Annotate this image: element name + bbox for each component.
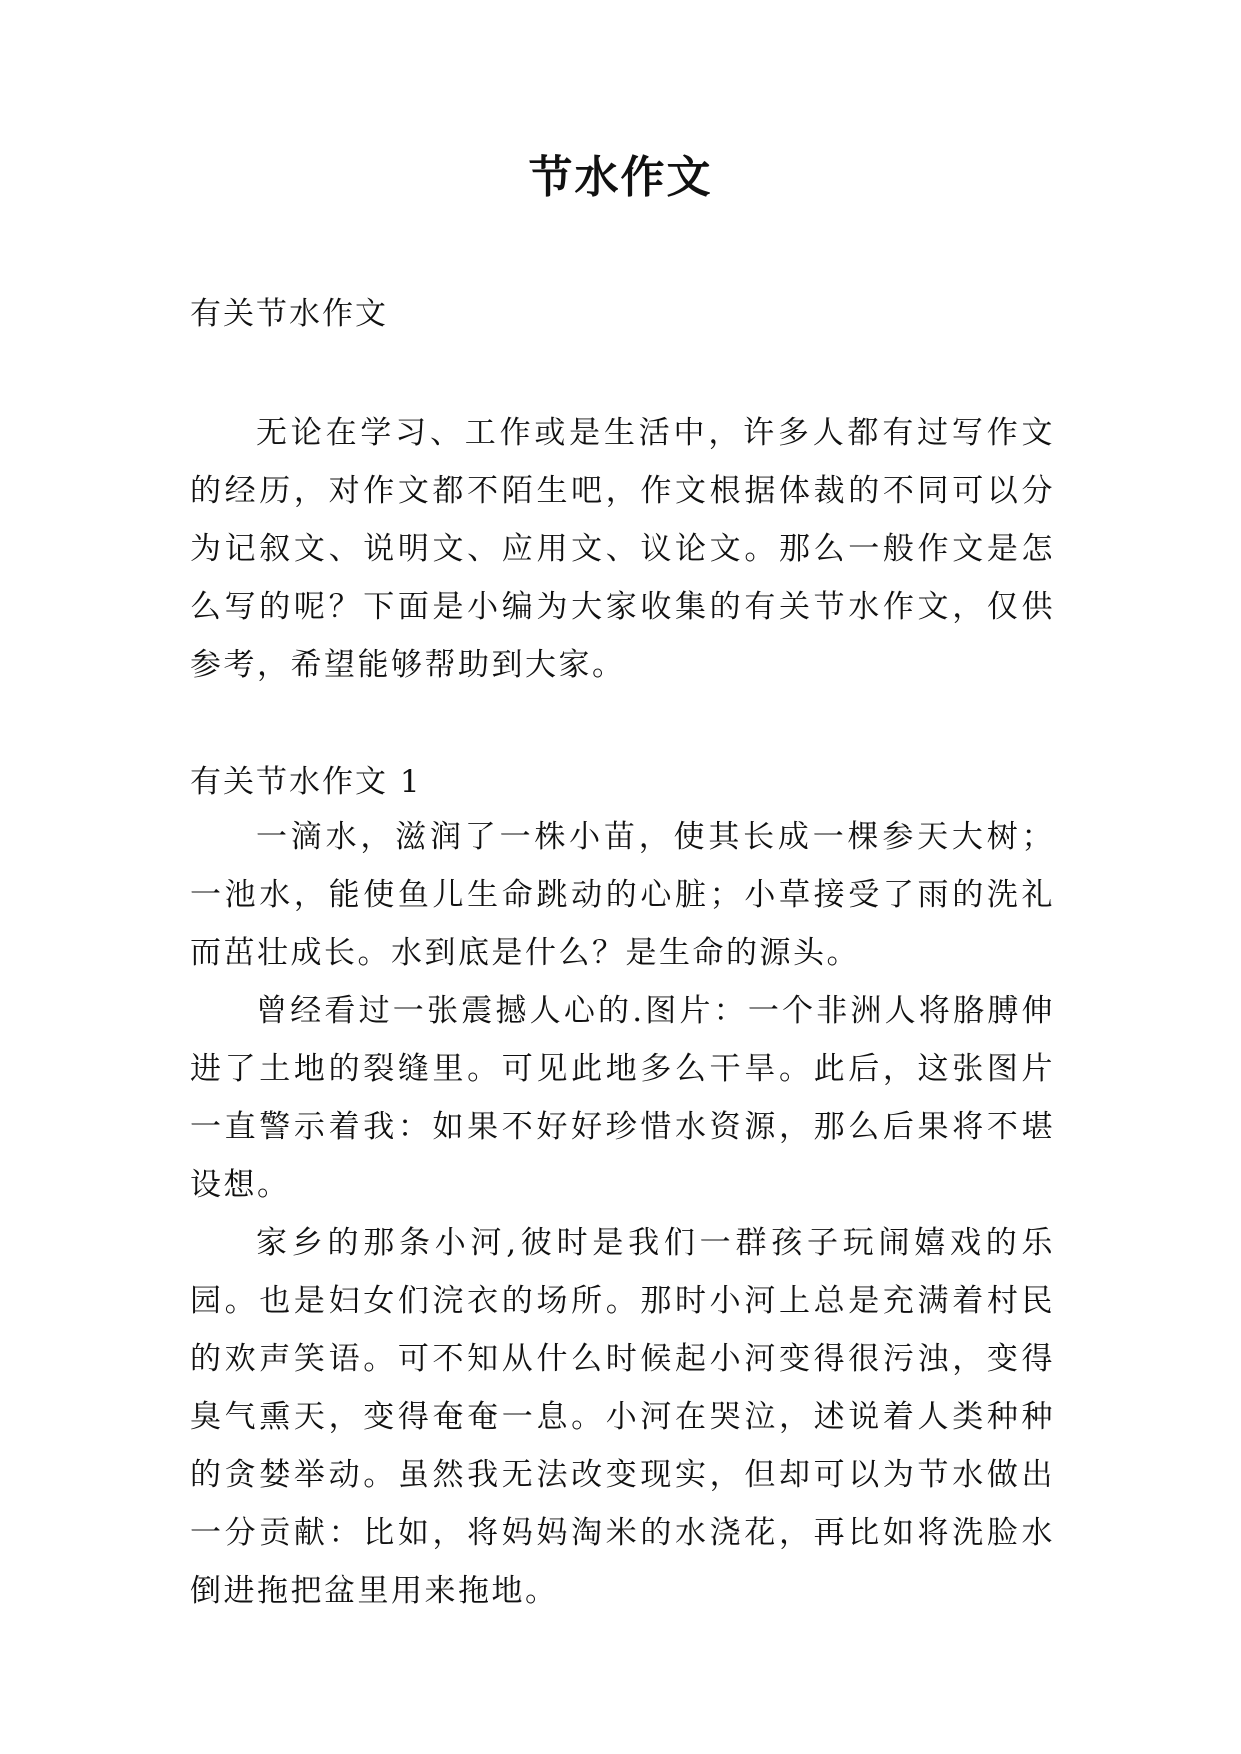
intro-paragraph: 无论在学习、工作或是生活中，许多人都有过写作文的经历，对作文都不陌生吧，作文根据体裁的不同可以分为记叙文、说明文、应用文、议论文。那么一般作文是怎么写的呢？下面是小编为大家收集的有关节水作文，仅供参考，希望能够帮助到大家。 [190, 415, 1055, 683]
body-paragraph-1: 一滴水，滋润了一株小苗，使其长成一棵参天大树；一池水，能使鱼儿生命跳动的心脏；小草接受了雨的洗礼而茁壮成长。水到底是什么？是生命的源头。 [190, 819, 1055, 971]
body-paragraph-2: 曾经看过一张震撼人心的.图片：一个非洲人将胳膊伸进了土地的裂缝里。可见此地多么干旱。此后，这张图片一直警示着我：如果不好好珍惜水资源，那么后果将不堪设想。 [190, 993, 1055, 1203]
body-paragraph-3: 家乡的那条小河,彼时是我们一群孩子玩闹嬉戏的乐园。也是妇女们浣衣的场所。那时小河上总是充满着村民的欢声笑语。可不知从什么时候起小河变得很污浊，变得臭气熏天，变得奄奄一息。小河在哭泣，述说着人类种种的贪婪举动。虽然我无法改变现实，但却可以为节水做出一分贡献：比如，将妈妈淘米的水浇花，再比如将洗脸水倒进拖把盆里用来拖地。 [190, 1225, 1055, 1609]
essay-body [190, 808, 1055, 1620]
document-subtitle: 有关节水作文 [190, 296, 388, 332]
page-title: 节水作文 [528, 152, 713, 203]
section-heading: 有关节水作文 1 [190, 764, 422, 800]
